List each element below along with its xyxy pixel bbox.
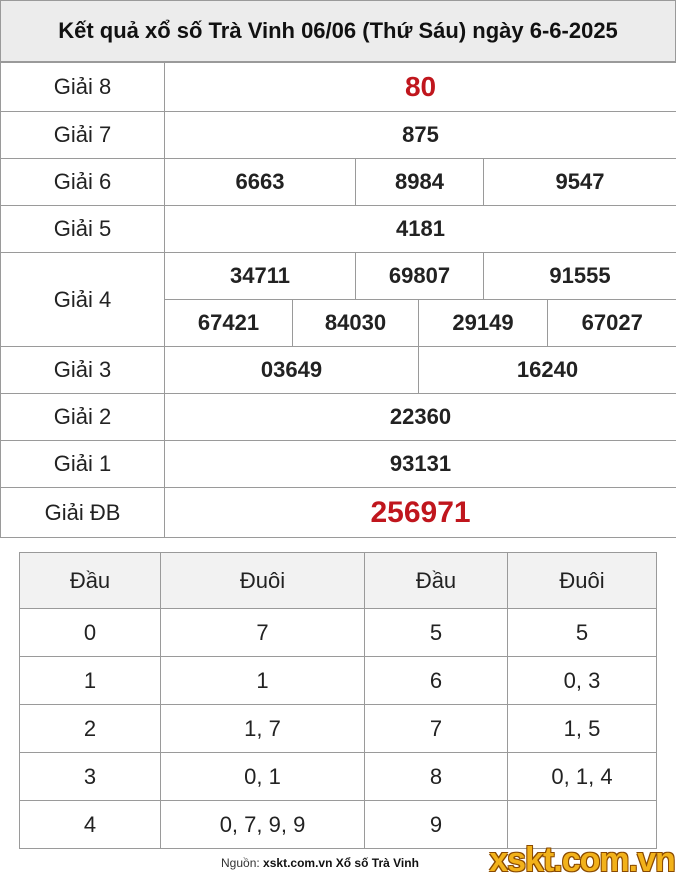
prize-value: 9547 xyxy=(484,159,676,206)
footer-prefix: Nguồn: xyxy=(221,856,260,870)
prize-row-g2 xyxy=(1,394,676,441)
loto-cell: 0 xyxy=(20,609,161,657)
prize-value: 4181 xyxy=(165,206,676,253)
prize-value: 8984 xyxy=(356,159,484,206)
prize-label: Giải 3 xyxy=(1,347,165,394)
loto-cell: 1 xyxy=(20,657,161,705)
loto-header: Đầu xyxy=(20,553,161,609)
loto-cell: 0, 1, 4 xyxy=(508,753,657,801)
loto-cell: 5 xyxy=(365,609,508,657)
prize-row-g1 xyxy=(1,441,676,488)
loto-cell: 9 xyxy=(365,801,508,849)
loto-cell: 0, 3 xyxy=(508,657,657,705)
source-footer xyxy=(221,856,419,870)
loto-cell: 6 xyxy=(365,657,508,705)
loto-cell: 5 xyxy=(508,609,657,657)
loto-row xyxy=(20,705,657,753)
footer-name: Xổ số Trà Vinh xyxy=(335,856,419,870)
prize-value: 69807 xyxy=(356,253,484,300)
loto-row xyxy=(20,609,657,657)
prize-value: 34711 xyxy=(165,253,356,300)
prize-value: 16240 xyxy=(419,347,676,394)
loto-cell: 0, 7, 9, 9 xyxy=(161,801,365,849)
prize-value: 03649 xyxy=(165,347,419,394)
prize-split xyxy=(419,300,676,346)
loto-header: Đầu xyxy=(365,553,508,609)
loto-cell: 8 xyxy=(365,753,508,801)
prize-value: 91555 xyxy=(484,253,676,300)
loto-cell: 2 xyxy=(20,705,161,753)
prize-label: Giải 2 xyxy=(1,394,165,441)
page-title: Kết quả xổ số Trà Vinh 06/06 (Thứ Sáu) ngày 6-6-2025 xyxy=(0,0,676,62)
prize-value-special: 256971 xyxy=(165,488,676,538)
loto-cell: 7 xyxy=(365,705,508,753)
prize-row-g7 xyxy=(1,112,676,159)
prize-row-g3 xyxy=(1,347,676,394)
prize-label: Giải 1 xyxy=(1,441,165,488)
loto-table xyxy=(19,552,657,849)
prize-row-gdb xyxy=(1,488,676,538)
loto-header: Đuôi xyxy=(161,553,365,609)
loto-row xyxy=(20,657,657,705)
loto-row xyxy=(20,753,657,801)
loto-cell: 4 xyxy=(20,801,161,849)
prize-value: 6663 xyxy=(165,159,356,206)
prize-row-g4 xyxy=(1,253,676,300)
loto-header-row xyxy=(20,553,657,609)
prize-label: Giải 8 xyxy=(1,63,165,112)
prize-value: 875 xyxy=(165,112,676,159)
loto-cell: 1, 5 xyxy=(508,705,657,753)
prize-value: 29149 xyxy=(419,300,548,346)
prize-split-cell xyxy=(419,300,676,347)
loto-cell: 0, 1 xyxy=(161,753,365,801)
loto-header: Đuôi xyxy=(508,553,657,609)
prize-label: Giải ĐB xyxy=(1,488,165,538)
prize-row-g5 xyxy=(1,206,676,253)
results-table xyxy=(0,62,676,538)
brand-logo: xskt.com.vn xyxy=(489,840,675,879)
prize-value: 67421 xyxy=(165,300,293,347)
prize-value: 67027 xyxy=(581,310,643,335)
prize-row-g8 xyxy=(1,63,676,112)
prize-value: 84030 xyxy=(293,300,419,347)
loto-cell: 3 xyxy=(20,753,161,801)
prize-label: Giải 6 xyxy=(1,159,165,206)
loto-cell: 1 xyxy=(161,657,365,705)
prize-value: 80 xyxy=(165,63,676,112)
loto-cell: 7 xyxy=(161,609,365,657)
footer-site-link[interactable]: xskt.com.vn xyxy=(263,856,333,870)
prize-label: Giải 5 xyxy=(1,206,165,253)
prize-value: 22360 xyxy=(165,394,676,441)
prize-row-g6 xyxy=(1,159,676,206)
prize-value: 93131 xyxy=(165,441,676,488)
loto-cell: 1, 7 xyxy=(161,705,365,753)
prize-label: Giải 7 xyxy=(1,112,165,159)
prize-label: Giải 4 xyxy=(1,253,165,347)
